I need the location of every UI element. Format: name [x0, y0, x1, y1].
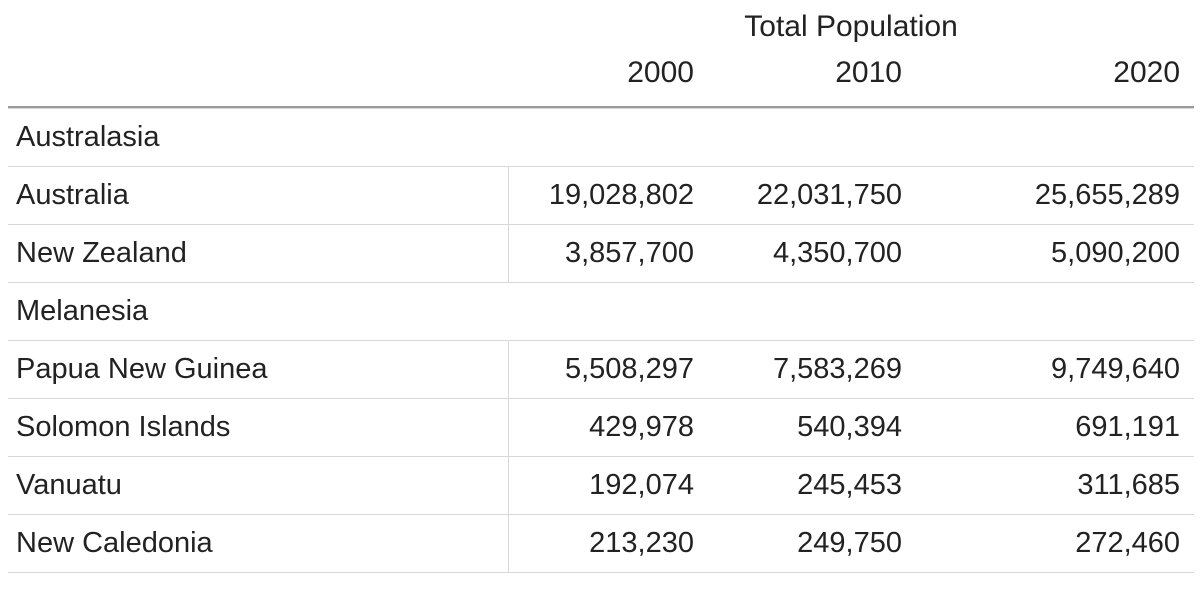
cell-vanuatu-2000: 192,074	[508, 457, 708, 515]
row-label-new-caledonia: New Caledonia	[8, 515, 508, 573]
cell-papua-new-guinea-2010: 7,583,269	[708, 341, 916, 399]
column-header-blank	[8, 56, 508, 107]
table-group-row	[8, 283, 1194, 341]
table-row	[8, 399, 1194, 457]
row-label-vanuatu: Vanuatu	[8, 457, 508, 515]
group-label-australasia: Australasia	[8, 109, 1194, 167]
row-label-header	[8, 0, 508, 56]
cell-new-caledonia-2010: 249,750	[708, 515, 916, 573]
table-row	[8, 225, 1194, 283]
column-header-2010: 2010	[835, 56, 902, 89]
cell-australia-2010: 22,031,750	[708, 167, 916, 225]
table-row	[8, 341, 1194, 399]
cell-vanuatu-2020: 311,685	[916, 457, 1194, 515]
cell-solomon-islands-2010: 540,394	[708, 399, 916, 457]
cell-new-caledonia-2000: 213,230	[508, 515, 708, 573]
table-header	[8, 0, 1194, 109]
table-row	[8, 457, 1194, 515]
cell-australia-2020: 25,655,289	[916, 167, 1194, 225]
cell-solomon-islands-2000: 429,978	[508, 399, 708, 457]
cell-solomon-islands-2020: 691,191	[916, 399, 1194, 457]
cell-papua-new-guinea-2020: 9,749,640	[916, 341, 1194, 399]
cell-new-zealand-2000: 3,857,700	[508, 225, 708, 283]
column-header-2020: 2020	[1113, 56, 1181, 89]
row-label-papua-new-guinea: Papua New Guinea	[8, 341, 508, 399]
cell-new-caledonia-2020: 272,460	[916, 515, 1194, 573]
row-label-new-zealand: New Zealand	[8, 225, 508, 283]
table-row	[8, 515, 1194, 573]
row-label-australia: Australia	[8, 167, 508, 225]
group-label-melanesia: Melanesia	[8, 283, 1194, 341]
spanner-total-population: Total Population	[744, 10, 958, 43]
spanner-header-row	[8, 0, 1194, 56]
cell-new-zealand-2020: 5,090,200	[916, 225, 1194, 283]
cell-papua-new-guinea-2000: 5,508,297	[508, 341, 708, 399]
column-header-row	[8, 56, 1194, 107]
cell-australia-2000: 19,028,802	[508, 167, 708, 225]
row-label-solomon-islands: Solomon Islands	[8, 399, 508, 457]
table-body	[8, 109, 1194, 573]
column-header-2000: 2000	[627, 56, 694, 89]
table-group-row	[8, 109, 1194, 167]
cell-vanuatu-2010: 245,453	[708, 457, 916, 515]
population-table	[8, 0, 1194, 573]
cell-new-zealand-2010: 4,350,700	[708, 225, 916, 283]
table-row	[8, 167, 1194, 225]
